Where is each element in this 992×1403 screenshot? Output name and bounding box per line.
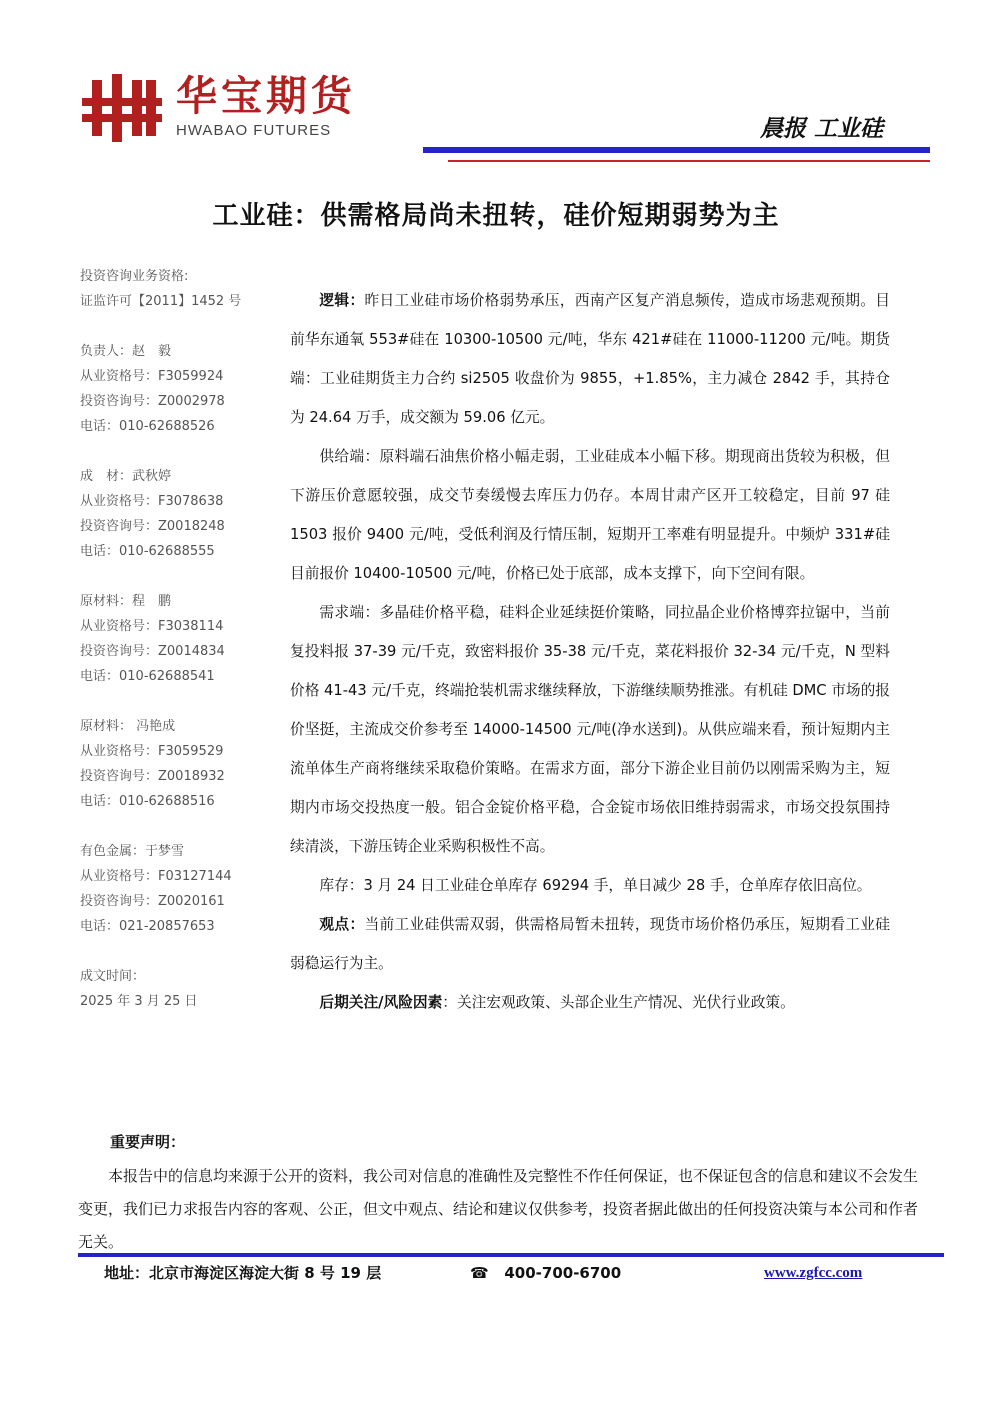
- sidebar-line: 从业资格号：F3059924: [80, 369, 224, 384]
- body-paragraph: [290, 866, 890, 905]
- sidebar-line: 2025 年 3 月 25 日: [80, 994, 198, 1009]
- body-paragraph: [290, 281, 890, 437]
- logo-english-name: HWABAO FUTURES: [176, 122, 332, 139]
- sidebar-line: 投资咨询号：Z0018932: [80, 769, 225, 784]
- sidebar-group: [80, 964, 280, 1014]
- paragraph-text: 供给端：原料端石油焦价格小幅走弱，工业硅成本小幅下移。期现商出货较为积极，但下游压价意愿较强，成交节奏缓慢去库压力仍存。本周甘肃产区开工较稳定，目前 97 硅 1503 报价 9400 元/吨，受低利润及行情压制，短期开工率难有明显提升。中频炉 331#硅目前报价 10400-10500 元/吨，价格已处于底部，成本支撑下，向下空间有限。: [290, 448, 890, 582]
- paragraph-lead: 观点：: [319, 916, 365, 933]
- phone-icon: ☎: [470, 1264, 489, 1282]
- header-divider-red: [448, 160, 930, 162]
- sidebar-group: [80, 714, 280, 814]
- sidebar-line: 电话：010-62688526: [80, 419, 215, 434]
- footer-website-link[interactable]: www.zgfcc.com: [764, 1265, 863, 1281]
- sidebar-line: 成 材：武秋婷: [80, 469, 172, 484]
- sidebar-line: 从业资格号：F3078638: [80, 494, 224, 509]
- paragraph-text: 库存：3 月 24 日工业硅仓单库存 69294 手，单日减少 28 手，仓单库存依旧高位。: [319, 877, 872, 894]
- paragraph-text: 当前工业硅供需双弱，供需格局暂未扭转，现货市场价格仍承压，短期看工业硅弱稳运行为主。: [290, 916, 890, 972]
- footer-phone-number: 400-700-6700: [504, 1264, 622, 1282]
- footer-address: 地址：北京市海淀区海淀大街 8 号 19 层: [104, 1264, 382, 1282]
- sidebar-line: 从业资格号：F3059529: [80, 744, 224, 759]
- sidebar-line: 电话：021-20857653: [80, 919, 215, 934]
- report-title: 工业硅：供需格局尚未扭转，硅价短期弱势为主: [212, 201, 780, 231]
- disclaimer-heading: 重要声明：: [110, 1133, 186, 1151]
- body-paragraph: [290, 437, 890, 593]
- paragraph-text: ：关注宏观政策、头部企业生产情况、光伏行业政策。: [442, 994, 795, 1011]
- sidebar-line: 有色金属：于梦雪: [80, 844, 185, 859]
- sidebar-group: [80, 339, 280, 439]
- sidebar-group: [80, 589, 280, 689]
- sidebar-group: [80, 464, 280, 564]
- report-body: [290, 281, 890, 1022]
- sidebar-line: 电话：010-62688555: [80, 544, 215, 559]
- sidebar-line: 电话：010-62688541: [80, 669, 215, 684]
- sidebar-group: [80, 839, 280, 939]
- header-divider-blue: [423, 147, 930, 153]
- sidebar-line: 投资咨询号：Z0014834: [80, 644, 225, 659]
- paragraph-text: 昨日工业硅市场价格弱势承压，西南产区复产消息频传，造成市场悲观预期。目前华东通氧 553#硅在 10300-10500 元/吨，华东 421#硅在 11000-11200 元/吨。期货端：工业硅期货主力合约 si2505 收盘价为 9855，+1.85%，主力减仓 2842 手，其持仓为 24.64 万手，成交额为 59.06 亿元。: [290, 292, 890, 426]
- sidebar-line: 投资咨询号：Z0018248: [80, 519, 225, 534]
- paragraph-lead: 逻辑：: [319, 292, 365, 309]
- sidebar-line: 负责人：赵 毅: [80, 344, 172, 359]
- body-paragraph: [290, 983, 890, 1022]
- sidebar-line: 电话：010-62688516: [80, 794, 215, 809]
- body-paragraph: [290, 905, 890, 983]
- sidebar-line: 投资咨询号：Z0020161: [80, 894, 225, 909]
- paragraph-lead: 后期关注/风险因素: [319, 994, 443, 1011]
- disclaimer-body: 本报告中的信息均来源于公开的资料，我公司对信息的准确性及完整性不作任何保证，也不保证包含的信息和建议不会发生变更，我们已力求报告内容的客观、公正，但文中观点、结论和建议仅供参考，投资者据此做出的任何投资决策与本公司和作者无关。: [78, 1167, 919, 1251]
- company-logo-icon: [82, 74, 162, 142]
- sidebar-line: 证监许可【2011】1452 号: [80, 294, 242, 309]
- sidebar-group: [80, 264, 280, 314]
- footer-divider: [78, 1253, 944, 1257]
- body-paragraph: [290, 593, 890, 866]
- sidebar-line: 原材料：程 鹏: [80, 594, 172, 609]
- logo-chinese-name: 华宝期货: [176, 72, 356, 120]
- sidebar-line: 原材料： 冯艳成: [80, 719, 176, 734]
- sidebar-line: 投资咨询号：Z0002978: [80, 394, 225, 409]
- sidebar-line: 从业资格号：F03127144: [80, 869, 232, 884]
- sidebar-line: 投资咨询业务资格:: [80, 269, 189, 284]
- sidebar-line: 从业资格号：F3038114: [80, 619, 224, 634]
- sidebar-line: 成文时间：: [80, 969, 146, 984]
- report-type-label: 晨报 工业硅: [760, 115, 884, 142]
- footer-phone: [470, 1262, 621, 1284]
- paragraph-text: 需求端：多晶硅价格平稳，硅料企业延续挺价策略，同拉晶企业价格博弈拉锯中，当前复投料报 37-39 元/千克，致密料报价 35-38 元/千克，菜花料报价 32-34 元/千克，N 型料价格 41-43 元/千克，终端抢装机需求继续释放，下游继续顺势推涨。有机硅 DMC 市场的报价坚挺，主流成交价参考至 14000-14500 元/吨(净水送到)。从供应端来看，预计短期内主流单体生产商将继续采取稳价策略。在需求方面，部分下游企业目前仍以刚需采购为主，短期内市场交投热度一般。铝合金锭价格平稳，合金锭市场依旧维持弱需求，市场交投氛围持续清淡，下游压铸企业采购积极性不高。: [290, 604, 890, 855]
- analyst-sidebar: [80, 264, 280, 1039]
